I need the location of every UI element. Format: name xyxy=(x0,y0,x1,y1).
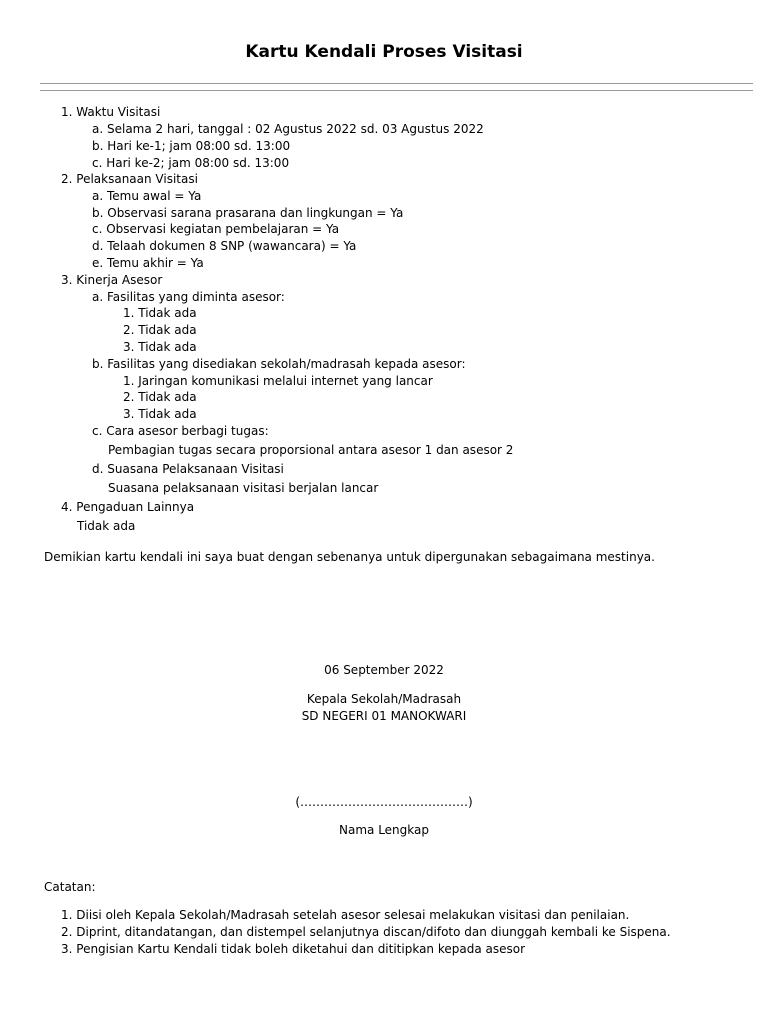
list-item: c. Observasi kegiatan pembelajaran = Ya xyxy=(92,222,340,236)
signature-placeholder: (……………………………………) xyxy=(295,795,473,809)
list-item: e. Temu akhir = Ya xyxy=(92,256,204,270)
section-text-pengaduan: Tidak ada xyxy=(77,519,136,533)
subsection-heading-c: c. Cara asesor berbagi tugas: xyxy=(92,424,269,438)
signature-school: SD NEGERI 01 MANOKWARI xyxy=(301,709,467,723)
subsection-text-d: Suasana pelaksanaan visitasi berjalan lancar xyxy=(108,481,379,495)
list-item: c. Hari ke-2; jam 08:00 sd. 13:00 xyxy=(92,156,290,170)
subsection-heading-a: a. Fasilitas yang diminta asesor: xyxy=(92,290,285,304)
list-item: a. Selama 2 hari, tanggal : 02 Agustus 2022 sd. 03 Agustus 2022 xyxy=(92,122,484,136)
notes-heading: Catatan: xyxy=(44,880,96,894)
section-heading-pengaduan: 4. Pengaduan Lainnya xyxy=(61,500,195,514)
list-item: 1. Tidak ada xyxy=(123,306,197,320)
list-item: 2. Tidak ada xyxy=(123,323,197,337)
section-heading-waktu: 1. Waktu Visitasi xyxy=(61,105,161,119)
list-item: 3. Tidak ada xyxy=(123,340,197,354)
note-item: 3. Pengisian Kartu Kendali tidak boleh diketahui dan dititipkan kepada asesor xyxy=(61,942,526,956)
list-item: 1. Jaringan komunikasi melalui internet yang lancar xyxy=(123,374,433,388)
section-heading-pelaksanaan: 2. Pelaksanaan Visitasi xyxy=(61,172,198,186)
subsection-text-c: Pembagian tugas secara proporsional antara asesor 1 dan asesor 2 xyxy=(108,443,514,457)
signature-date: 06 September 2022 xyxy=(324,663,444,677)
document-title: Kartu Kendali Proses Visitasi xyxy=(245,42,523,62)
list-item: a. Temu awal = Ya xyxy=(92,189,202,203)
signature-name: Nama Lengkap xyxy=(339,823,429,837)
subsection-heading-b: b. Fasilitas yang disediakan sekolah/madrasah kepada asesor: xyxy=(92,357,466,371)
closing-statement: Demikian kartu kendali ini saya buat dengan sebenanya untuk dipergunakan sebagaimana mestinya. xyxy=(44,550,655,564)
list-item: b. Observasi sarana prasarana dan lingkungan = Ya xyxy=(92,206,404,220)
signature-role: Kepala Sekolah/Madrasah xyxy=(306,692,462,706)
list-item: 3. Tidak ada xyxy=(123,407,197,421)
section-heading-kinerja: 3. Kinerja Asesor xyxy=(61,273,163,287)
subsection-heading-d: d. Suasana Pelaksanaan Visitasi xyxy=(92,462,284,476)
list-item: b. Hari ke-1; jam 08:00 sd. 13:00 xyxy=(92,139,291,153)
header-rule-top xyxy=(40,83,753,84)
note-item: 1. Diisi oleh Kepala Sekolah/Madrasah setelah asesor selesai melakukan visitasi dan penilaian. xyxy=(61,908,630,922)
note-item: 2. Diprint, ditandatangan, dan distempel selanjutnya discan/difoto dan diunggah kembali ke Sispena. xyxy=(61,925,671,939)
list-item: d. Telaah dokumen 8 SNP (wawancara) = Ya xyxy=(92,239,357,253)
list-item: 2. Tidak ada xyxy=(123,390,197,404)
header-rule-bottom xyxy=(40,90,753,91)
